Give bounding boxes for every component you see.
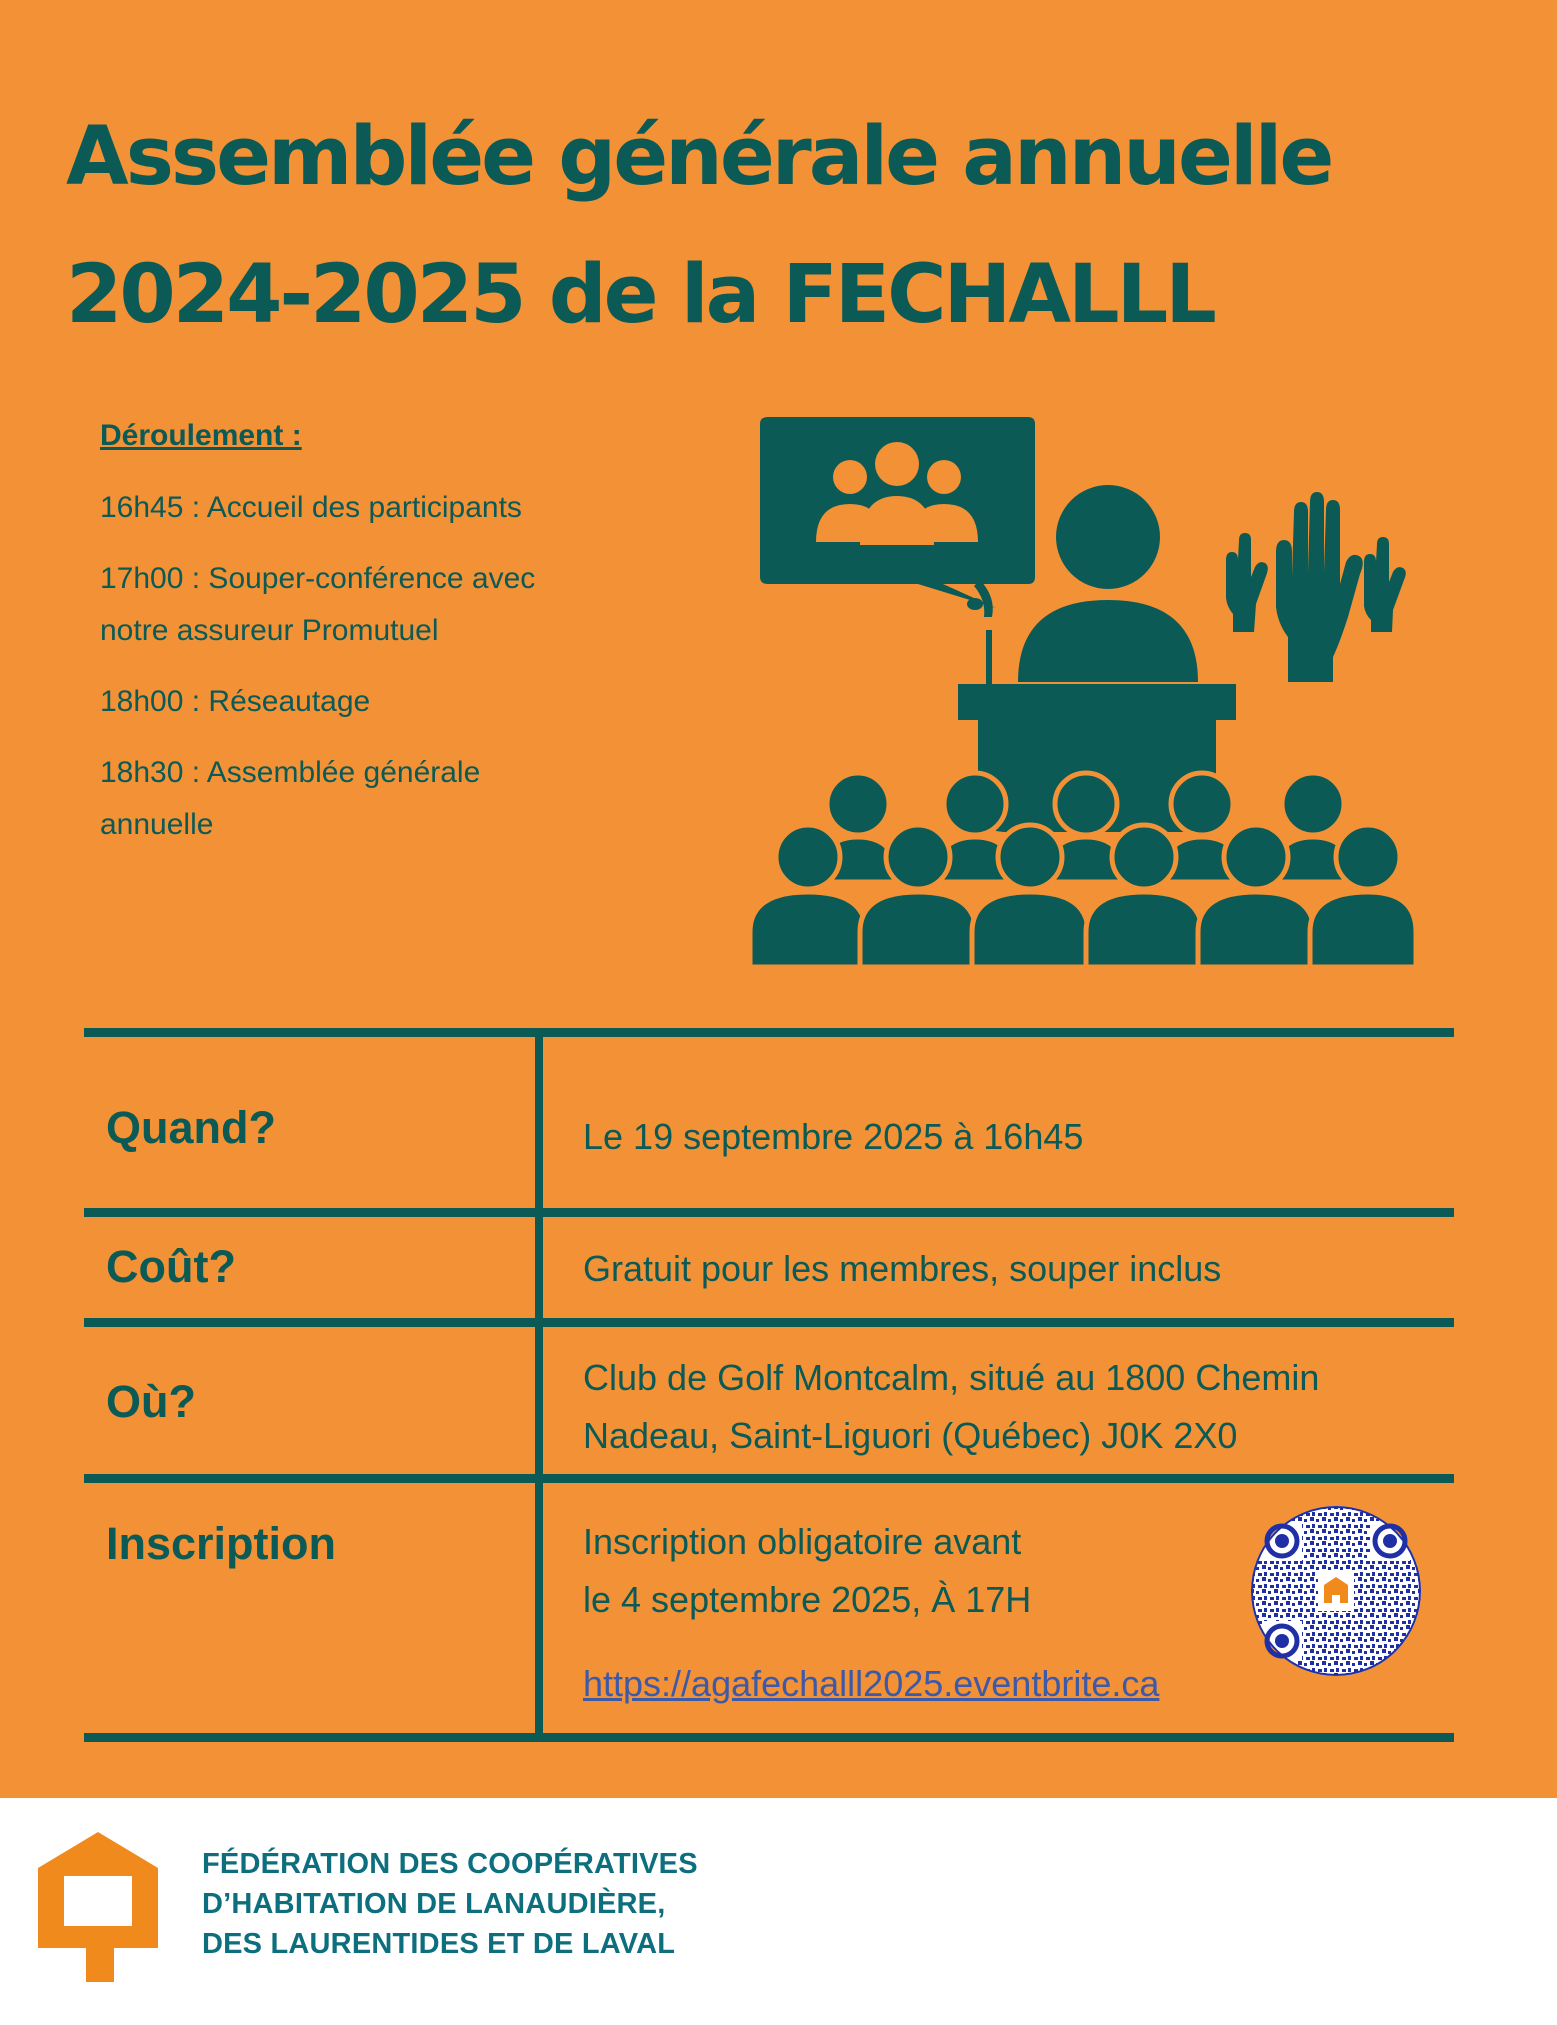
speaker-body bbox=[1018, 600, 1198, 682]
page-title bbox=[66, 88, 1331, 364]
agenda-item-text: notre assureur Promutuel bbox=[100, 614, 439, 647]
organization-name-line-1: FÉDÉRATION DES COOPÉRATIVES bbox=[202, 1848, 698, 1880]
registration-link[interactable]: https://agafechalll2025.eventbrite.ca bbox=[583, 1663, 1160, 1704]
where-value-line-1: Club de Golf Montcalm, situé au 1800 Chemin bbox=[583, 1357, 1320, 1398]
agenda-item-text: 16h45 : Accueil des participants bbox=[100, 491, 522, 524]
cost-value: Gratuit pour les membres, souper inclus bbox=[583, 1248, 1222, 1289]
audience-icon bbox=[750, 773, 1416, 967]
agenda-item-text: 18h00 : Réseautage bbox=[100, 685, 371, 718]
organization-name-line-3: DES LAURENTIDES ET DE LAVAL bbox=[202, 1928, 676, 1960]
registration-deadline-line-1: Inscription obligatoire avant bbox=[583, 1521, 1022, 1562]
table-divider bbox=[84, 1208, 1454, 1217]
when-label: Quand? bbox=[106, 1102, 276, 1153]
where-label: Où? bbox=[106, 1376, 196, 1427]
agenda-item bbox=[100, 553, 660, 657]
speaker-at-podium-audience-illustration bbox=[748, 412, 1418, 972]
table-divider bbox=[84, 1733, 1454, 1742]
organization-name-line-2: D’HABITATION DE LANAUDIÈRE, bbox=[202, 1888, 666, 1920]
agenda bbox=[100, 410, 660, 870]
cost-label: Coût? bbox=[106, 1241, 236, 1292]
table-divider bbox=[84, 1318, 1454, 1327]
agenda-item bbox=[100, 482, 660, 534]
house-logo-icon bbox=[38, 1832, 158, 1982]
table-column-divider bbox=[535, 1028, 543, 1742]
table-divider bbox=[84, 1474, 1454, 1483]
qr-code-icon[interactable] bbox=[1250, 1505, 1422, 1677]
podium-top bbox=[958, 684, 1236, 720]
speaker-head bbox=[1056, 485, 1160, 589]
organization-name bbox=[202, 1844, 698, 1964]
when-value: Le 19 septembre 2025 à 16h45 bbox=[583, 1116, 1084, 1157]
agenda-item-text: 17h00 : Souper-conférence avec bbox=[100, 562, 536, 595]
where-value-line-2: Nadeau, Saint-Liguori (Québec) J0K 2X0 bbox=[583, 1415, 1238, 1456]
agenda-heading: Déroulement : bbox=[100, 419, 302, 452]
agenda-item bbox=[100, 676, 660, 728]
event-details-table bbox=[84, 1028, 1454, 1746]
agenda-item bbox=[100, 747, 660, 851]
table-divider bbox=[84, 1028, 1454, 1037]
registration-deadline-line-2: le 4 septembre 2025, À 17H bbox=[583, 1579, 1032, 1620]
registration-label: Inscription bbox=[106, 1518, 337, 1569]
title-line-1: Assemblée générale annuelle bbox=[66, 110, 1332, 204]
title-line-2: 2024-2025 de la FECHALLL bbox=[66, 248, 1214, 342]
agenda-item-text: 18h30 : Assemblée générale bbox=[100, 756, 481, 789]
agenda-item-text: annuelle bbox=[100, 808, 214, 841]
